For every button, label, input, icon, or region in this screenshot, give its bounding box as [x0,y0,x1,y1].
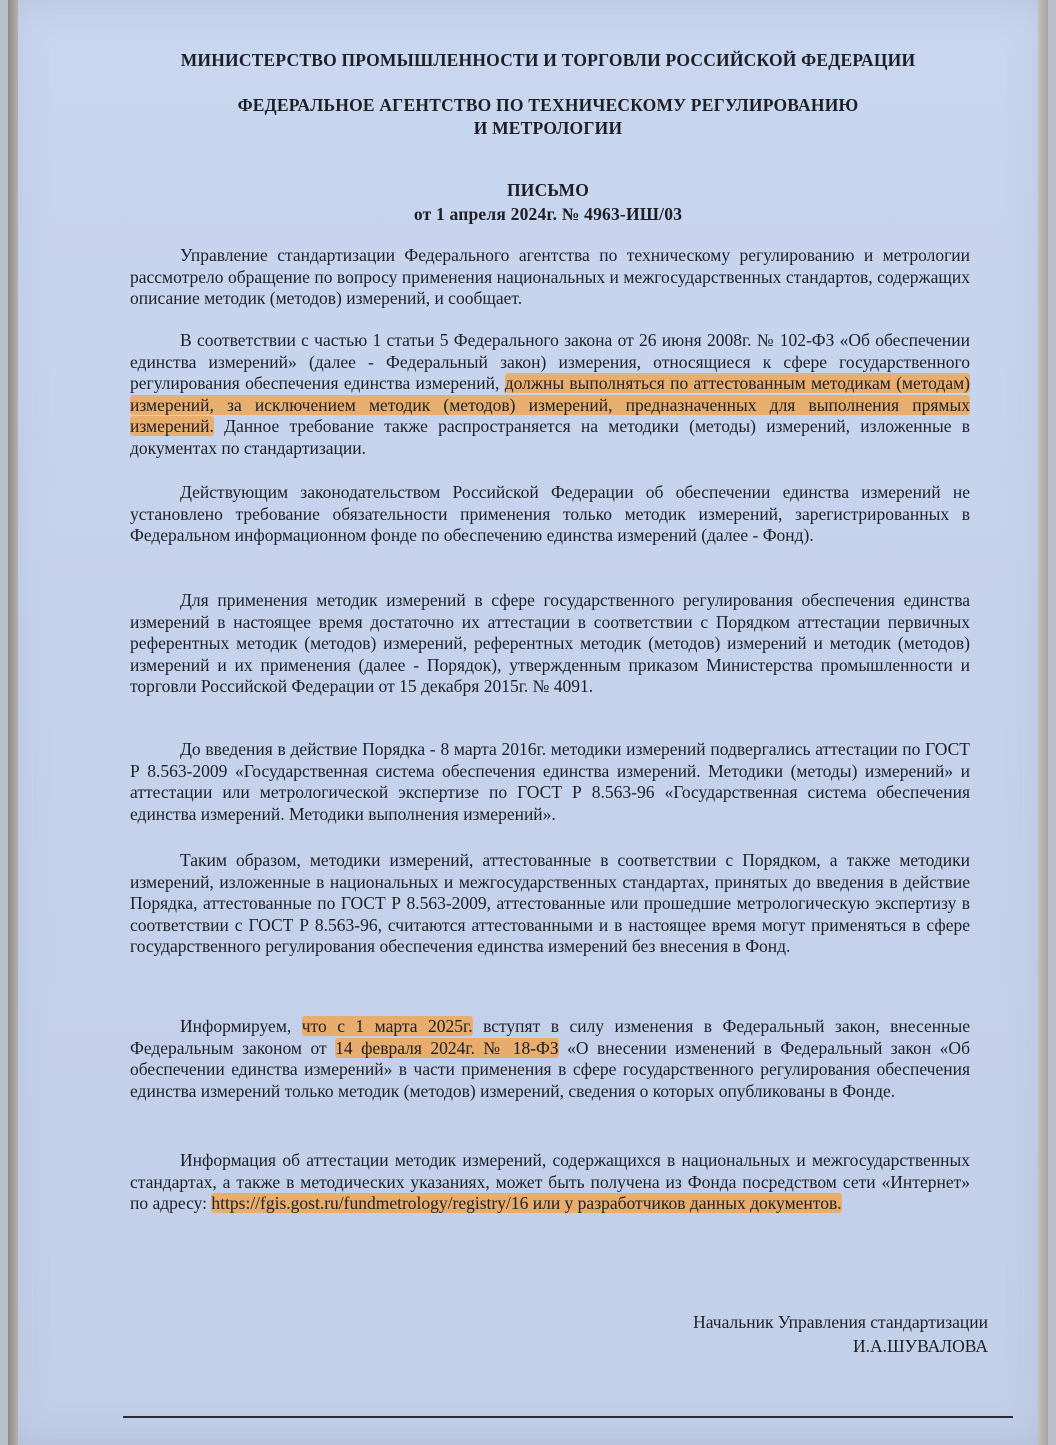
paragraph-7 [130,1016,970,1102]
paragraph-6 [130,850,970,958]
paragraph-2-text-a: В соответствии с частью 1 статьи 5 Федерального закона от 26 июня 2008г. № 102-ФЗ «Об обеспечении единства измерений» (далее - Федеральный закон) измерения, относящиеся к сфере государственного регулирования обеспечения единства измерений, [130,330,970,393]
letter-number: от 1 апреля 2024г. № 4963-ИШ/03 [413,204,683,224]
agency-heading-line2: И МЕТРОЛОГИИ [473,118,623,138]
letter-title: ПИСЬМО [506,180,590,200]
paragraph-7-text-c: «О внесении изменений в Федеральный закон «Об обеспечении единства измерений» в части применения в сфере государственного регулирования обеспечения единства измерений только методик (методов) измерений, сведения о которых опубликованы в Фонде. [130,1037,970,1101]
page-edge-left [8,0,18,1445]
highlighted-law-reference: 14 февраля 2024г. № 18-ФЗ [335,1037,559,1058]
agency-heading [128,94,968,140]
paragraph-8-text: Информация об аттестации методик измерений, содержащихся в национальных и межгосударственных стандартах, а также в методических указаниях, может быть получена из Фонда посредством сети «Интернет» по адресу: [130,1150,970,1213]
paragraph-1 [130,245,970,310]
paragraph-4-text: Для применения методик измерений в сфере государственного регулирования обеспечения единства измерений в настоящее время достаточно их аттестации в соответствии с Порядком аттестации первичных референтных методик (методов) измерений, референтных методик (методов) измерений и методик (методов) измерений и их применения (далее - Порядок), утвержденным приказом Министерства промышленности и торговли Российской Федерации от 15 декабря 2015г. № 4091. [130,590,970,696]
paragraph-7-text-a: Информируем, [180,1016,302,1036]
paragraph-1-text: Управление стандартизации Федерального агентства по техническому регулированию и метрологии рассмотрело обращение по вопросу применения национальных и межгосударственных стандартов, содержащих описание методик (методов) измерений, и сообщает. [130,245,970,308]
paragraph-2-text-b: Данное требование также распространяется на методики (методы) измерений, изложенные в документах по стандартизации. [130,416,970,458]
agency-heading-line1: ФЕДЕРАЛЬНОЕ АГЕНТСТВО ПО ТЕХНИЧЕСКОМУ РЕГУЛИРОВАНИЮ [237,95,859,115]
paragraph-3-text: Действующим законодательством Российской Федерации об обеспечении единства измерений не установлено требование обязательности применения только методик измерений, зарегистрированных в Федеральном информационном фонде по обеспечению единства измерений (далее - Фонд). [130,482,970,545]
page-edge-right [1038,0,1048,1445]
highlighted-link: https://fgis.gost.ru/fundmetrology/registry/16 или у разработчиков данных документов. [211,1193,842,1213]
highlighted-text: должны выполняться по аттестованным методикам (методам) измерений, за исключением методик (методов) измерений, предназначенных для выполнения прямых измерений. [130,373,970,436]
bottom-rule [123,1416,1013,1418]
paragraph-4 [130,590,970,698]
document-page [8,0,1048,1445]
paragraph-5 [130,739,970,825]
paragraph-5-text: До введения в действие Порядка - 8 марта 2016г. методики измерений подвергались аттестации по ГОСТ Р 8.563-2009 «Государственная система обеспечения единства измерений. Методики (методы) измерений» и аттестации или метрологической экспертизе по ГОСТ Р 8.563-96 «Государственная система обеспечения единства измерений. Методики выполнения измерений». [130,739,970,824]
highlighted-date: что с 1 марта 2025г. [301,1016,473,1036]
ministry-heading: МИНИСТЕРСТВО ПРОМЫШЛЕННОСТИ И ТОРГОВЛИ РОССИЙСКОЙ ФЕДЕРАЦИИ [180,50,916,70]
paragraph-2 [130,330,970,459]
paragraph-3 [130,482,970,547]
signatory-name: И.А.ШУВАЛОВА [853,1336,988,1356]
signatory-position: Начальник Управления стандартизации [693,1312,988,1332]
paragraph-6-text: Таким образом, методики измерений, аттестованные в соответствии с Порядком, а также методики измерений, изложенные в национальных и межгосударственных стандартах, принятых до введения в действие Порядка, аттестованные по ГОСТ Р 8.563-2009, аттестованные или прошедшие метрологическую экспертизу в соответствии с ГОСТ Р 8.563-96, считаются аттестованными и в настоящее время могут применяться в сфере государственного регулирования обеспечения единства измерений без внесения в Фонд. [130,850,970,956]
paragraph-7-text-b: вступят в силу изменения в Федеральный закон, внесенные Федеральным законом от [130,1016,971,1058]
paragraph-8 [130,1150,970,1215]
